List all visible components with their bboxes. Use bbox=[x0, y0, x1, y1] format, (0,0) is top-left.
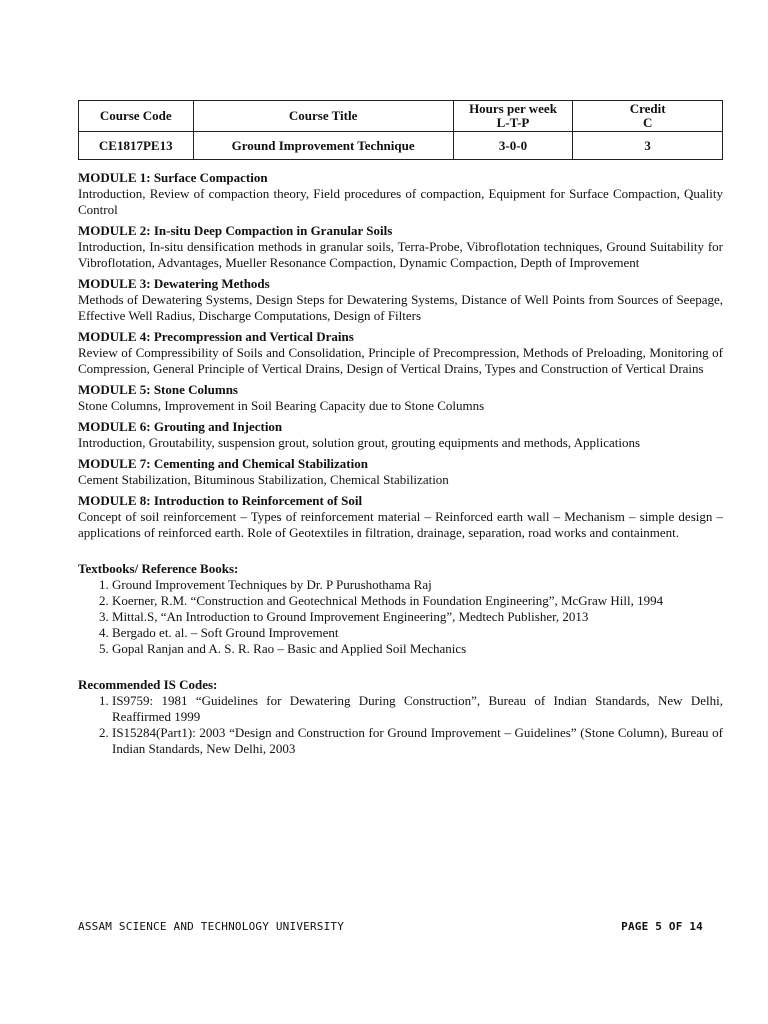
header-ltp-label: L-T-P bbox=[496, 115, 530, 130]
module-6 bbox=[78, 419, 723, 451]
list-item: 4. Bergado et. al. – Soft Ground Improvement bbox=[112, 625, 723, 641]
is-codes-title: Recommended IS Codes: bbox=[78, 677, 218, 692]
cell-hours: 3-0-0 bbox=[453, 132, 573, 160]
is-codes-section bbox=[78, 677, 723, 757]
footer-page-number: PAGE 5 OF 14 bbox=[621, 920, 703, 933]
document-page bbox=[78, 100, 723, 757]
cell-course-title: Ground Improvement Technique bbox=[193, 132, 453, 160]
course-table-data-row bbox=[79, 132, 723, 160]
module-title: MODULE 8: Introduction to Reinforcement of Soil bbox=[78, 493, 363, 508]
module-title: MODULE 6: Grouting and Injection bbox=[78, 419, 283, 434]
cell-course-code: CE1817PE13 bbox=[79, 132, 194, 160]
header-credit-c-label: C bbox=[642, 115, 653, 130]
textbooks-section bbox=[78, 561, 723, 657]
module-7 bbox=[78, 456, 723, 488]
list-item: 5. Gopal Ranjan and A. S. R. Rao – Basic and Applied Soil Mechanics bbox=[112, 641, 723, 657]
textbooks-title: Textbooks/ Reference Books: bbox=[78, 561, 239, 576]
module-body: Review of Compressibility of Soils and Consolidation, Principle of Precompression, Methods of Preloading, Monitoring of Compression, General Principle of Vertical Drains, Design of Vertical Drains, Types and Construction of Vertical Drains bbox=[78, 345, 723, 376]
list-item: 2. Koerner, R.M. “Construction and Geotechnical Methods in Foundation Engineering”, McGraw Hill, 1994 bbox=[112, 593, 723, 609]
list-item: 1. IS9759: 1981 “Guidelines for Dewatering During Construction”, Bureau of Indian Standards, New Delhi, Reaffirmed 1999 bbox=[112, 693, 723, 725]
module-1 bbox=[78, 170, 723, 218]
header-credit-label: Credit bbox=[629, 101, 666, 116]
header-hours-label: Hours per week bbox=[469, 101, 557, 116]
course-table bbox=[78, 100, 723, 160]
module-3 bbox=[78, 276, 723, 324]
module-title: MODULE 2: In-situ Deep Compaction in Granular Soils bbox=[78, 223, 393, 238]
module-body: Stone Columns, Improvement in Soil Bearing Capacity due to Stone Columns bbox=[78, 398, 485, 413]
module-body: Introduction, Groutability, suspension grout, solution grout, grouting equipments and methods, Applications bbox=[78, 435, 641, 450]
page-footer bbox=[78, 920, 703, 933]
header-hours bbox=[453, 101, 573, 132]
list-item: 3. Mittal.S, “An Introduction to Ground Improvement Engineering”, Medtech Publisher, 2013 bbox=[112, 609, 723, 625]
list-item: 2. IS15284(Part1): 2003 “Design and Construction for Ground Improvement – Guidelines” (Stone Column), Bureau of Indian Standards, New Delhi, 2003 bbox=[112, 725, 723, 757]
module-body: Methods of Dewatering Systems, Design Steps for Dewatering Systems, Distance of Well Points from Sources of Seepage, Effective Well Radius, Discharge Computations, Design of Filters bbox=[78, 292, 723, 323]
cell-credit: 3 bbox=[573, 132, 723, 160]
header-credit bbox=[573, 101, 723, 132]
footer-university: ASSAM SCIENCE AND TECHNOLOGY UNIVERSITY bbox=[78, 920, 345, 933]
module-title: MODULE 7: Cementing and Chemical Stabilization bbox=[78, 456, 368, 471]
module-body: Introduction, Review of compaction theory, Field procedures of compaction, Equipment for Surface Compaction, Quality Control bbox=[78, 186, 723, 217]
is-codes-list bbox=[78, 693, 723, 757]
modules-list bbox=[78, 170, 723, 541]
list-item: 1. Ground Improvement Techniques by Dr. P Purushothama Raj bbox=[112, 577, 723, 593]
course-table-header-row bbox=[79, 101, 723, 132]
module-2 bbox=[78, 223, 723, 271]
module-body: Introduction, In-situ densification methods in granular soils, Terra-Probe, Vibroflotation techniques, Ground Suitability for Vibroflotation, Advantages, Mueller Resonance Compaction, Dynamic Compaction, Depth of Improvement bbox=[78, 239, 723, 270]
module-title: MODULE 1: Surface Compaction bbox=[78, 170, 268, 185]
header-course-code: Course Code bbox=[79, 101, 194, 132]
textbooks-list bbox=[78, 577, 723, 657]
module-body: Concept of soil reinforcement – Types of reinforcement material – Reinforced earth wall – Mechanism – simple design – applications of reinforced earth. Role of Geotextiles in filtration, drainage, separation, road works and containment. bbox=[78, 509, 723, 540]
module-title: MODULE 3: Dewatering Methods bbox=[78, 276, 270, 291]
module-title: MODULE 4: Precompression and Vertical Drains bbox=[78, 329, 354, 344]
header-course-title: Course Title bbox=[193, 101, 453, 132]
module-8 bbox=[78, 493, 723, 541]
module-body: Cement Stabilization, Bituminous Stabilization, Chemical Stabilization bbox=[78, 472, 449, 487]
module-4 bbox=[78, 329, 723, 377]
module-title: MODULE 5: Stone Columns bbox=[78, 382, 238, 397]
module-5 bbox=[78, 382, 723, 414]
